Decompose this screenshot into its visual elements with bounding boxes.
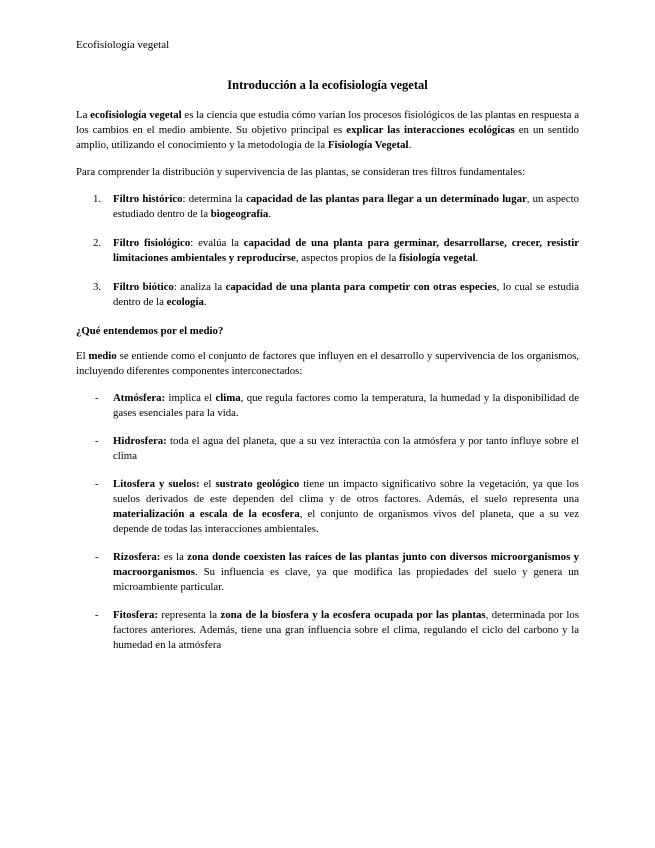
components-list — [76, 391, 579, 653]
list-item-fitosfera: - Fitosfera: representa la zona de la biosfera y la ecosfera ocupada por las plantas, determinada por los factores anteriores. Además, tiene una gran influencia sobre el clima, regulando el ciclo del carbono y la humedad en la atmósfera — [95, 609, 580, 651]
dash-bullet: - — [95, 435, 99, 447]
list-number: 1. — [93, 193, 102, 205]
dash-bullet: - — [95, 551, 99, 563]
list-item-rizosfera: - Rizosfera: es la zona donde coexisten las raíces de las plantas junto con diversos microorganismos y macroorganismos. Su influencia es clave, ya que modifica las propiedades del suelo y genera un microambiente particular. — [95, 551, 579, 593]
list-item-litosfera: - Litosfera y suelos: el sustrato geológico tiene un impacto significativo sobre la vegetación, ya que los suelos derivados de este dependen del clima y de otros factores. Además, el suelo representa una materialización a escala de la ecosfera, el conjunto de organismos vivos del planeta, que a su vez depende de todas las interacciones ambientales. — [95, 478, 580, 535]
dash-bullet: - — [95, 392, 99, 404]
list-item: 1. Filtro histórico: determina la capacidad de las plantas para llegar a un determinado lugar, un aspecto estudiado dentro de la biogeografía. — [93, 193, 579, 220]
list-number: 2. — [93, 237, 102, 249]
list-item: 3. Filtro biótico: analiza la capacidad de una planta para competir con otras especies, lo cual se estudia dentro de la ecología. — [93, 281, 580, 308]
filters-list — [76, 192, 579, 310]
dash-bullet: - — [95, 478, 99, 490]
running-header: Ecofisiología vegetal — [76, 39, 170, 51]
list-number: 3. — [93, 281, 102, 293]
filters-intro-paragraph: Para comprender la distribución y supervivencia de las plantas, se consideran tres filtros fundamentales: — [76, 166, 526, 178]
intro-paragraph: La ecofisiología vegetal es la ciencia que estudia cómo varían los procesos fisiológicos de las plantas en respuesta a los cambios en el medio ambiente. Su objetivo principal es explicar las interacciones ecológicas en un sentido amplio, utilizando el conocimiento y la metodología de la Fisiología Vegetal. — [76, 109, 580, 151]
dash-bullet: - — [95, 609, 99, 621]
list-item-atmosfera: - Atmósfera: implica el clima, que regula factores como la temperatura, la humedad y la disponibilidad de gases esenciales para la vida. — [95, 392, 579, 419]
list-item-hidrosfera: - Hidrosfera: toda el agua del planeta, que a su vez interactúa con la atmósfera y por tanto influye sobre el clima — [95, 435, 579, 462]
list-item: 2. Filtro fisiológico: evalúa la capacidad de una planta para germinar, desarrollarse, crecer, resistir limitaciones ambientales y reproducirse, aspectos propios de la fisiología vegetal. — [93, 237, 579, 264]
section-heading: ¿Qué entendemos por el medio? — [76, 325, 224, 337]
document-title: Introducción a la ecofisiología vegetal — [227, 78, 428, 92]
medio-paragraph: El medio se entiende como el conjunto de factores que influyen en el desarrollo y supervivencia de los organismos, incluyendo diferentes componentes interconectados: — [76, 350, 579, 377]
